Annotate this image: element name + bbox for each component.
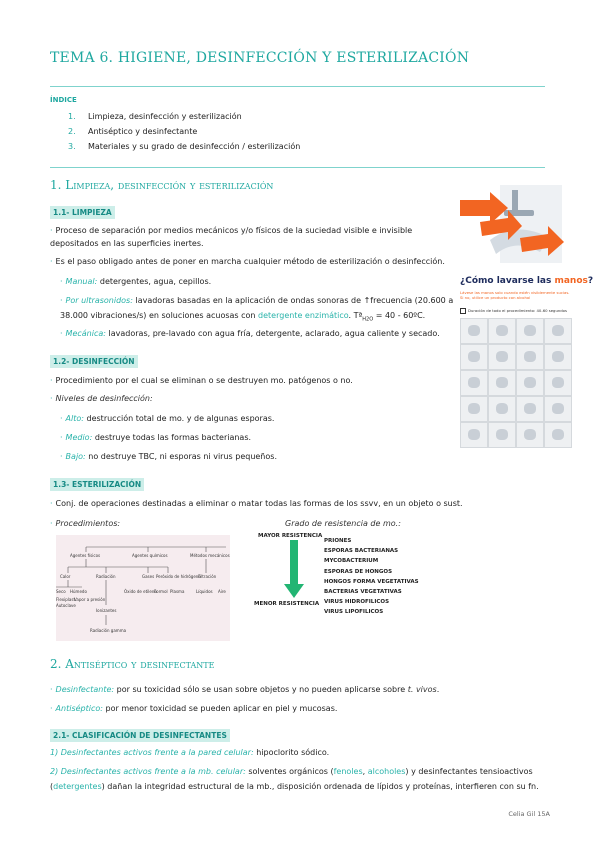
sterilization-tree-diagram — [56, 535, 230, 641]
resistance-item: BACTERIAS VEGETATIVAS — [324, 589, 402, 596]
subsection-clasificacion: 2.1- CLASIFICACIÓN DE DESINFECTANTES — [50, 729, 230, 742]
subsection-limpieza: 1.1- LIMPIEZA — [50, 206, 115, 219]
list-item: · Por ultrasonidos: lavadoras basadas en la aplicación de ondas sonoras de ↑frecuencia (20.600 a — [60, 296, 454, 305]
list-item: 2) Desinfectantes activos frente a la mb. celular: solventes orgánicos (fenoles, alcoholes) y desinfectantes tensioactivos — [50, 767, 533, 776]
handwash-step-icon — [544, 422, 572, 448]
list-item: 38.000 vibraciones/s) en soluciones acuosas con detergente enzimático. Tª$_{H2O}$ = 40 - 60ºC. — [60, 311, 426, 323]
resistance-item: HONGOS FORMA VEGETATIVAS — [324, 578, 419, 585]
tree-node: Calor — [60, 574, 71, 579]
handwash-step-icon — [544, 344, 572, 370]
handwash-step-icon — [544, 318, 572, 344]
handwash-step-icon — [544, 396, 572, 422]
paragraph: · Niveles de desinfección: — [50, 394, 153, 403]
tree-node: Radiación — [96, 574, 116, 579]
subsection-desinfeccion: 1.2- DESINFECCIÓN — [50, 355, 138, 368]
handwash-step-icon — [516, 344, 544, 370]
tree-node: Autoclave — [56, 603, 76, 608]
tree-node: Agentes químicos — [132, 553, 168, 558]
index-item: 3. Materiales y su grado de desinfección / esterilización — [68, 142, 301, 151]
paragraph: · Es el paso obligado antes de poner en marcha cualquier método de esterilización o desinfección. — [50, 257, 445, 266]
list-item: · Alto: destrucción total de mo. y de algunas esporas. — [60, 414, 275, 423]
tree-node: Seco — [56, 589, 66, 594]
paragraph: · Procedimientos: — [50, 519, 121, 528]
handwash-subtitle: Lávese las manos solo cuando estén visiblemente sucias. Si no, utilice un producto con alcohol — [460, 290, 570, 300]
section-heading-1: 1. Limpieza, desinfección y esterilización — [50, 178, 274, 192]
resistance-item: PRIONES — [324, 538, 352, 544]
paragraph: · Conj. de operaciones destinadas a eliminar o matar todas las formas de los ssvv, en un objeto o sust. — [50, 499, 463, 508]
tree-node: Radiación gamma — [90, 628, 127, 633]
tree-node: Formol — [154, 589, 168, 594]
handwash-step-icon — [460, 396, 488, 422]
resistance-arrow-icon — [284, 540, 304, 600]
handwash-duration: Duración de todo el procedimiento: 40-60 segundos — [460, 308, 567, 314]
tree-node: Peróxido de hidrógeno — [156, 574, 201, 579]
tree-node: Métodos mecánicos — [190, 553, 230, 558]
tree-node: Líquidos — [196, 589, 213, 594]
handwash-step-icon — [488, 318, 516, 344]
subsection-esterilizacion: 1.3- ESTERILIZACIÓN — [50, 478, 144, 491]
paragraph: · Desinfectante: por su toxicidad sólo se usan sobre objetos y no pueden aplicarse sobre t. vivos. — [50, 685, 440, 694]
sink-illustration-icon — [460, 180, 572, 270]
handwash-step-icon — [488, 370, 516, 396]
handwash-step-icon — [488, 422, 516, 448]
paragraph: · Proceso de separación por medios mecánicos y/o físicos de la suciedad visible e invisible — [50, 226, 413, 235]
tree-node: Ionizantes — [96, 608, 117, 613]
handwash-step-icon — [460, 422, 488, 448]
list-item: · Bajo: no destruye TBC, ni esporas ni virus pequeños. — [60, 452, 277, 461]
clock-icon — [460, 308, 466, 314]
tree-node: Filtración — [198, 574, 217, 579]
menor-resistencia-label: MENOR RESISTENCIA — [254, 601, 320, 607]
divider — [50, 86, 545, 87]
paragraph: · Procedimiento por el cual se eliminan o se destruyen mo. patógenos o no. — [50, 376, 353, 385]
handwash-step-icon — [516, 396, 544, 422]
page-title: TEMA 6. HIGIENE, DESINFECCIÓN Y ESTERILIZACIÓN — [50, 50, 470, 66]
handwash-step-icon — [516, 370, 544, 396]
section-heading-2: 2. Antiséptico y desinfectante — [50, 657, 215, 671]
handwash-step-icon — [488, 396, 516, 422]
tree-node: Flexiplast — [56, 597, 76, 602]
resistance-item: VIRUS HIDROFILICOS — [324, 599, 390, 606]
handwash-steps-grid — [460, 318, 572, 458]
resistance-item: VIRUS LIPOFILICOS — [324, 609, 384, 616]
tree-node: Aire — [218, 589, 226, 594]
handwash-step-icon — [460, 318, 488, 344]
tree-node: Gases — [142, 574, 155, 579]
resistance-list — [324, 536, 419, 618]
resistance-item: ESPORAS BACTERIANAS — [324, 548, 399, 555]
list-item: 1) Desinfectantes activos frente a la pared celular: hipoclorito sódico. — [50, 748, 330, 757]
mayor-resistencia-label: MAYOR RESISTENCIA — [258, 533, 323, 539]
index-list — [68, 109, 300, 154]
handwash-step-icon — [460, 344, 488, 370]
index-item: 1. Limpieza, desinfección y esterilización — [68, 112, 242, 121]
tree-node: Húmedo — [70, 589, 87, 594]
tree-node: Óxido de etileno — [124, 589, 157, 594]
list-item: · Mecánica: lavadoras, pre-lavado con agua fría, detergente, aclarado, agua caliente y secado. — [60, 329, 440, 338]
tree-node: Vapor a presión — [74, 597, 106, 602]
paragraph: · Antiséptico: por menor toxicidad se pueden aplicar en piel y mucosas. — [50, 704, 338, 713]
handwash-step-icon — [460, 370, 488, 396]
list-item: · Medio: destruye todas las formas bacterianas. — [60, 433, 252, 442]
handwash-step-icon — [544, 370, 572, 396]
paragraph: Grado de resistencia de mo.: — [285, 519, 401, 528]
index-item: 2. Antiséptico y desinfectante — [68, 127, 198, 136]
index-label: ÍNDICE — [50, 96, 77, 104]
tree-node: Agentes físicos — [70, 553, 101, 558]
list-item: · Manual: detergentes, agua, cepillos. — [60, 277, 212, 286]
footer: Celia Gil 15A — [508, 810, 550, 818]
handwash-step-icon — [488, 344, 516, 370]
resistance-item: ESPORAS DE HONGOS — [324, 568, 393, 575]
handwash-step-icon — [516, 422, 544, 448]
handwash-title: ¿Cómo lavarse las manos? — [460, 276, 594, 286]
paragraph: depositados en las superficies inertes. — [50, 239, 204, 248]
divider — [50, 167, 545, 168]
list-item: (detergentes) dañan la integridad estructural de la mb., disposición ordenada de lípidos y proteínas, interfieren con su fn. — [50, 782, 539, 791]
handwash-step-icon — [516, 318, 544, 344]
resistance-item: MYCOBACTERIUM — [324, 558, 379, 565]
tree-node: Plasma — [170, 589, 185, 594]
